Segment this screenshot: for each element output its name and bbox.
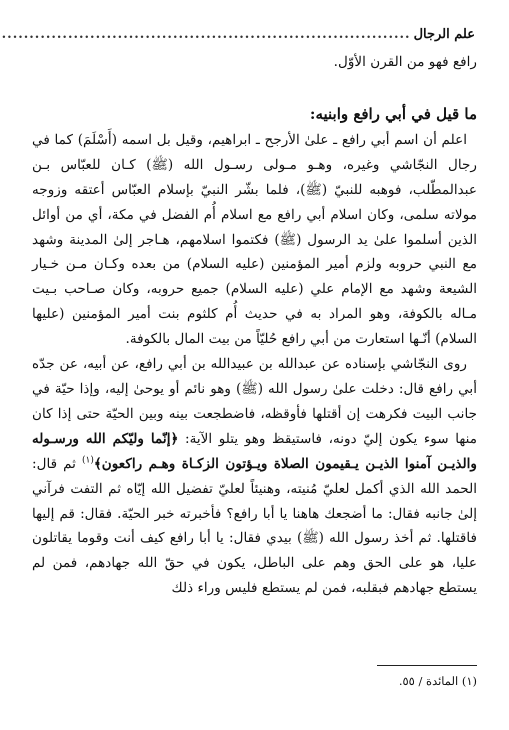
footnote-marker[interactable]: (١)	[81, 455, 94, 466]
main-text	[32, 50, 477, 601]
paragraph-2-continuation: ثم قال: الحمد الله الذي أكمل لعليّ مُنيته، وهنيئاً لعليّ تفضيل الله إيّاه ثم التفت فرآني إلىٰ جانبه فقال: ما أضجعك هاهنا يا أبا رافع؟ فأخبرته خبر الحيّة. فقال: قم إليها فاقتلها. ثم أخذ رسول الله (ﷺ) بيدي فقال: يا أبا رافع كيف أنت وقوما يقاتلون عليا، هو على الحق وهم على الباطل، يكون في حقّ الله جهادهم، فمن لم يستطع جهادهم فبقلبه، فمن لم يستطع فليس وراء ذلك	[32, 455, 477, 597]
footnote-divider	[377, 665, 477, 666]
quran-verse: ﴿إنّما وليّكم الله ورسـوله والذيـن آمنوا الذيـن يـقيمون الصلاة ويـؤتون الزكـاة وهـم راكعون﴾	[32, 430, 477, 472]
paragraph-1: اعلم أن اسم أبي رافع ـ علىٰ الأرجح ـ ابراهيم، وقيل بل اسمه (أَسْلَمَ) كما في رجال النجّاشي وغيره، وهـو مـولى رسـول الله (ﷺ) كـان للعبّاس بـن عبدالمطّلب، فوهبه للنبيّ (ﷺ)، فلما بشّر النبيّ بإسلام العبّاس أعتقه وزوجه مولاته سلمى، وكان اسلام أبي رافع مع اسلام أُم الفضل في مكة، أي من أوائل الذين أسلموا علىٰ يد الرسول (ﷺ) فكتموا اسلامهم، هـاجر إلىٰ المدينة وشهد مع النبي حروبه ولزم أمير المؤمنين (عليه السلام) من بعده وكـان مـن خـيار الشيعة وشهد مع الإمام علي (عليه السلام) جميع حروبه، وكان صـاحب بـيت مـاله بالكوفة، وهو المراد به في حديث أُم كلثوم بنت أمير المؤمنين (عليها السلام) أنّـها استعارت من أبي رافع حُليّاً من بيت المال بالكوفة.	[32, 131, 477, 348]
paragraph-2-text: روى النجّاشي بإسناده عن عبدالله بن عبيدالله بن أبي رافع، عن أبيه، عن جدّه أبي رافع قال: دخلت علىٰ رسول الله (ﷺ) وهو نائم أو يوحىٰ إليه، وإذا حيّة في جانب البيت فكرهت إن أقتلها فأوقظه، فاضطجعت بينه وبين الحيّة حتى إذا كان منها سوء يكون إليّ دونه، فاستيقظ وهو يتلو الآية:	[32, 356, 478, 447]
running-title: علم الرجال	[413, 27, 475, 42]
footnote: (١) المائدة / ٥٥.	[398, 674, 477, 688]
header-dot-leader: ..........................................................................	[1, 27, 411, 42]
section-heading: ما قيل في أبي رافع وابنيه:	[309, 104, 477, 123]
page-header	[1, 22, 475, 42]
paragraph-2	[32, 352, 477, 601]
intro-line: رافع فهو من القرن الأوّل.	[333, 54, 477, 70]
